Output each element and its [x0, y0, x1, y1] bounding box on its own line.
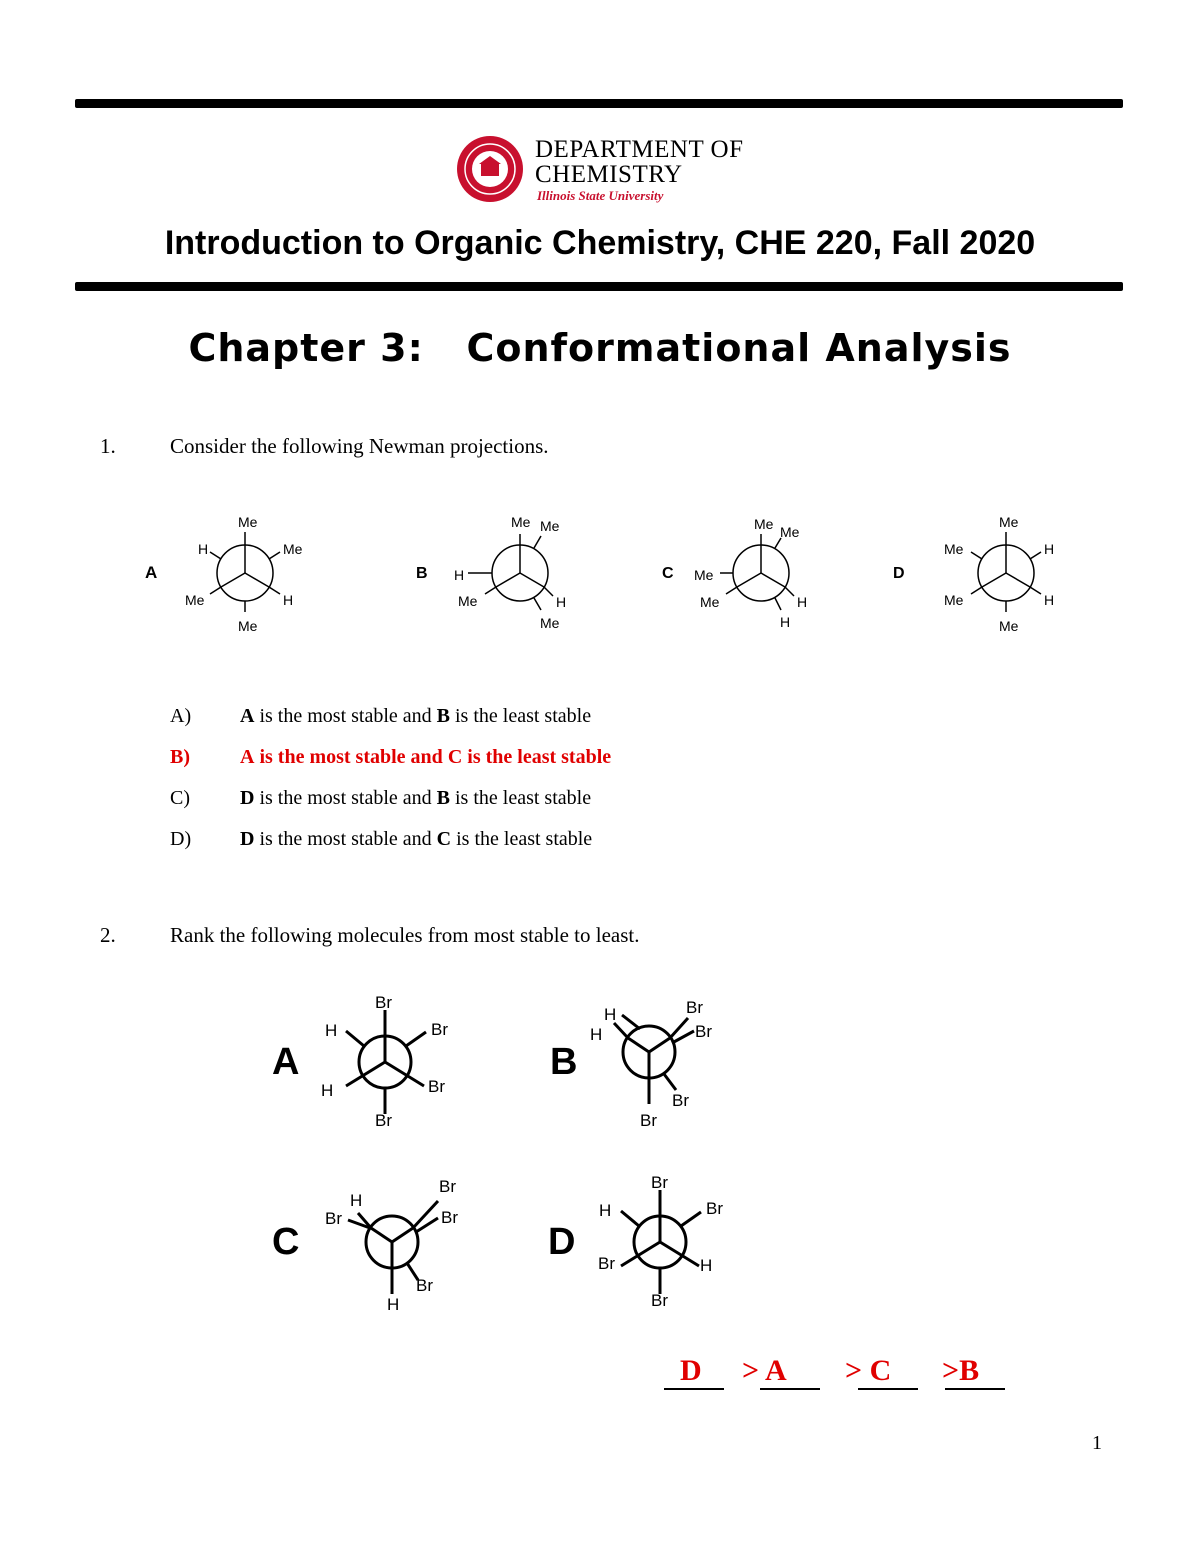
svg-text:H: H — [387, 1295, 400, 1314]
svg-text:H: H — [604, 1005, 617, 1024]
svg-text:H: H — [797, 594, 808, 610]
svg-text:Br: Br — [375, 1111, 392, 1130]
svg-text:Me: Me — [185, 592, 205, 608]
newman-projection-b — [416, 514, 566, 631]
svg-text:C: C — [272, 1221, 300, 1263]
svg-text:Br: Br — [439, 1177, 456, 1196]
svg-text:H: H — [1044, 592, 1055, 608]
answer-3: > C — [845, 1354, 892, 1387]
answer-2: > A — [742, 1354, 787, 1387]
q1-newman-projections — [0, 500, 1200, 640]
svg-text:Me: Me — [944, 541, 964, 557]
option-d: D) D is the most stable and C is the least stable — [170, 828, 593, 850]
svg-text:Me: Me — [999, 618, 1019, 634]
course-title: Introduction to Organic Chemistry, CHE 220, Fall 2020 — [164, 224, 1036, 262]
question-1-prompt: Consider the following Newman projections. — [170, 434, 549, 458]
newman-label-d: D — [893, 565, 905, 582]
top-rule — [75, 99, 1123, 108]
svg-text:Br: Br — [695, 1022, 712, 1041]
svg-text:H: H — [556, 594, 567, 610]
department-logo — [455, 132, 755, 213]
page-number: 1 — [1092, 1432, 1102, 1454]
svg-text:Br: Br — [416, 1276, 433, 1295]
newman-projection-c — [662, 516, 807, 630]
svg-text:H: H — [325, 1021, 338, 1040]
newman-projection-a — [145, 514, 303, 634]
svg-text:Br: Br — [441, 1208, 458, 1227]
svg-text:Br: Br — [686, 998, 703, 1017]
q2-molecule-a — [272, 993, 448, 1130]
question-2-number: 2. — [100, 923, 116, 947]
svg-text:Br: Br — [598, 1254, 615, 1273]
chapter-title: Chapter 3: Conformational Analysis — [188, 326, 1012, 370]
newman-projection-d — [893, 514, 1054, 634]
svg-text:H: H — [780, 614, 791, 630]
svg-text:B: B — [550, 1041, 578, 1083]
svg-text:Me: Me — [540, 615, 560, 631]
answer-line-3 — [858, 1388, 918, 1390]
svg-text:H: H — [321, 1081, 334, 1100]
svg-text:Br: Br — [640, 1111, 657, 1130]
newman-label-c: C — [662, 565, 674, 582]
svg-text:Br: Br — [672, 1091, 689, 1110]
answer-line-4 — [945, 1388, 1005, 1390]
svg-text:H: H — [198, 541, 209, 557]
newman-label-b: B — [416, 565, 428, 582]
svg-text:Me: Me — [694, 567, 714, 583]
answer-1: D — [680, 1354, 702, 1387]
university-name: Illinois State University — [537, 188, 664, 203]
svg-text:Me: Me — [283, 541, 303, 557]
svg-text:Me: Me — [944, 592, 964, 608]
svg-text:Me: Me — [540, 518, 560, 534]
svg-text:D: D — [548, 1221, 576, 1263]
svg-text:A: A — [272, 1041, 300, 1083]
q2-molecule-d — [548, 1173, 723, 1310]
svg-text:Br: Br — [431, 1020, 448, 1039]
svg-text:Me: Me — [780, 524, 800, 540]
option-c: C) D is the most stable and B is the least stable — [170, 787, 592, 809]
svg-text:Me: Me — [458, 593, 478, 609]
q2-newman-projections — [0, 980, 1200, 1330]
svg-text:H: H — [283, 592, 294, 608]
question-1-number: 1. — [100, 434, 116, 458]
q2-molecule-b — [550, 998, 712, 1130]
answer-line-1 — [664, 1388, 724, 1390]
svg-text:Me: Me — [238, 618, 258, 634]
option-b-correct: B) A is the most stable and C is the least stable — [170, 746, 612, 768]
svg-text:H: H — [700, 1256, 713, 1275]
svg-text:Me: Me — [999, 514, 1019, 530]
svg-text:Br: Br — [706, 1199, 723, 1218]
svg-text:Br: Br — [651, 1173, 668, 1192]
svg-text:H: H — [1044, 541, 1055, 557]
answer-line-2 — [760, 1388, 820, 1390]
svg-text:Br: Br — [651, 1291, 668, 1310]
svg-text:Br: Br — [325, 1209, 342, 1228]
department-line1: DEPARTMENT OF — [535, 136, 744, 163]
newman-label-a: A — [145, 563, 158, 582]
svg-text:Br: Br — [375, 993, 392, 1012]
bottom-rule — [75, 282, 1123, 291]
svg-text:Br: Br — [428, 1077, 445, 1096]
department-line2: CHEMISTRY — [535, 161, 683, 188]
svg-text:Me: Me — [238, 514, 258, 530]
svg-text:H: H — [454, 567, 465, 583]
question-2-prompt: Rank the following molecules from most stable to least. — [170, 923, 640, 947]
answer-4: >B — [942, 1354, 980, 1387]
option-a: A) A is the most stable and B is the least stable — [170, 705, 592, 727]
svg-text:H: H — [350, 1191, 363, 1210]
svg-text:H: H — [599, 1201, 612, 1220]
q2-molecule-c — [272, 1177, 458, 1314]
svg-text:Me: Me — [700, 594, 720, 610]
svg-text:Me: Me — [754, 516, 774, 532]
svg-text:H: H — [590, 1025, 603, 1044]
svg-text:Me: Me — [511, 514, 531, 530]
